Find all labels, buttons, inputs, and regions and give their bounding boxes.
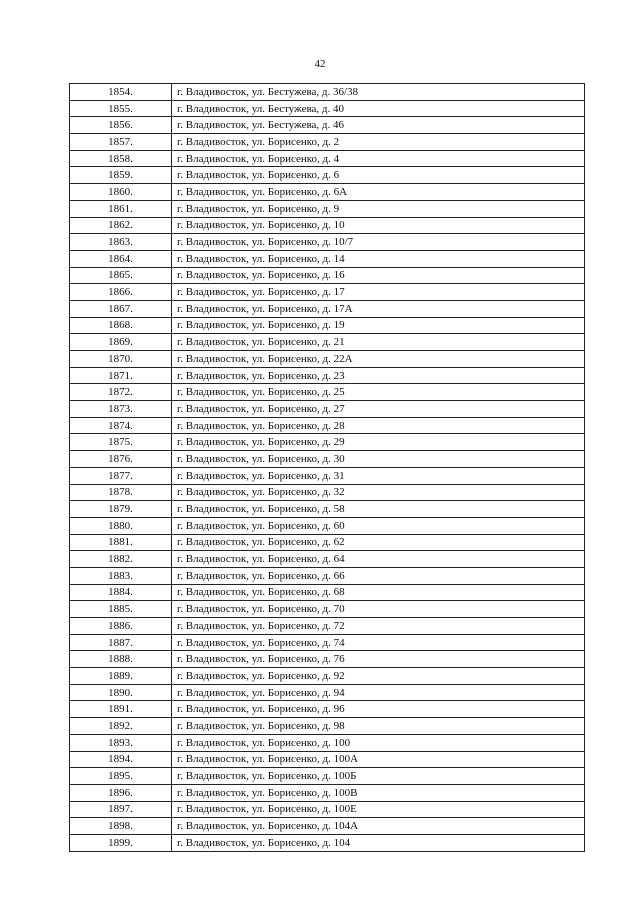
table-row <box>70 134 585 151</box>
row-number-cell: 1887. <box>70 634 172 651</box>
row-number-cell: 1864. <box>70 250 172 267</box>
row-number-cell: 1885. <box>70 601 172 618</box>
table-row <box>70 551 585 568</box>
table-row <box>70 434 585 451</box>
table-row <box>70 234 585 251</box>
row-number-cell: 1892. <box>70 718 172 735</box>
address-cell: г. Владивосток, ул. Борисенко, д. 104А <box>172 818 585 835</box>
table-row <box>70 467 585 484</box>
table-row <box>70 167 585 184</box>
row-number-cell: 1876. <box>70 451 172 468</box>
table-row <box>70 734 585 751</box>
row-number-cell: 1897. <box>70 801 172 818</box>
address-cell: г. Владивосток, ул. Борисенко, д. 21 <box>172 334 585 351</box>
row-number-cell: 1867. <box>70 300 172 317</box>
row-number-cell: 1874. <box>70 417 172 434</box>
table-row <box>70 351 585 368</box>
row-number-cell: 1888. <box>70 651 172 668</box>
table-row <box>70 250 585 267</box>
row-number-cell: 1894. <box>70 751 172 768</box>
address-cell: г. Владивосток, ул. Борисенко, д. 17А <box>172 300 585 317</box>
address-cell: г. Владивосток, ул. Борисенко, д. 23 <box>172 367 585 384</box>
table-row <box>70 584 585 601</box>
table-row <box>70 534 585 551</box>
row-number-cell: 1858. <box>70 150 172 167</box>
row-number-cell: 1879. <box>70 501 172 518</box>
table-row <box>70 618 585 635</box>
address-cell: г. Владивосток, ул. Борисенко, д. 58 <box>172 501 585 518</box>
address-cell: г. Владивосток, ул. Борисенко, д. 98 <box>172 718 585 735</box>
address-cell: г. Владивосток, ул. Бестужева, д. 46 <box>172 117 585 134</box>
table-row <box>70 200 585 217</box>
row-number-cell: 1856. <box>70 117 172 134</box>
address-cell: г. Владивосток, ул. Борисенко, д. 25 <box>172 384 585 401</box>
address-cell: г. Владивосток, ул. Борисенко, д. 100В <box>172 784 585 801</box>
address-cell: г. Владивосток, ул. Борисенко, д. 96 <box>172 701 585 718</box>
address-cell: г. Владивосток, ул. Борисенко, д. 2 <box>172 134 585 151</box>
table-row <box>70 84 585 101</box>
table-row <box>70 668 585 685</box>
row-number-cell: 1865. <box>70 267 172 284</box>
row-number-cell: 1861. <box>70 200 172 217</box>
address-cell: г. Владивосток, ул. Борисенко, д. 32 <box>172 484 585 501</box>
row-number-cell: 1889. <box>70 668 172 685</box>
address-cell: г. Владивосток, ул. Борисенко, д. 100А <box>172 751 585 768</box>
row-number-cell: 1860. <box>70 184 172 201</box>
address-cell: г. Владивосток, ул. Борисенко, д. 70 <box>172 601 585 618</box>
table-row <box>70 684 585 701</box>
table-row <box>70 317 585 334</box>
address-cell: г. Владивосток, ул. Борисенко, д. 6 <box>172 167 585 184</box>
row-number-cell: 1875. <box>70 434 172 451</box>
table-row <box>70 501 585 518</box>
row-number-cell: 1857. <box>70 134 172 151</box>
address-cell: г. Владивосток, ул. Борисенко, д. 10/7 <box>172 234 585 251</box>
table-row <box>70 367 585 384</box>
table-row <box>70 784 585 801</box>
row-number-cell: 1896. <box>70 784 172 801</box>
table-row <box>70 718 585 735</box>
page-number: 42 <box>314 58 326 70</box>
row-number-cell: 1854. <box>70 84 172 101</box>
table-row <box>70 117 585 134</box>
address-table-body <box>70 84 585 852</box>
address-cell: г. Владивосток, ул. Борисенко, д. 92 <box>172 668 585 685</box>
table-row <box>70 818 585 835</box>
table-row <box>70 417 585 434</box>
row-number-cell: 1880. <box>70 517 172 534</box>
row-number-cell: 1863. <box>70 234 172 251</box>
row-number-cell: 1871. <box>70 367 172 384</box>
address-cell: г. Владивосток, ул. Борисенко, д. 62 <box>172 534 585 551</box>
table-row <box>70 768 585 785</box>
address-cell: г. Владивосток, ул. Борисенко, д. 30 <box>172 451 585 468</box>
address-table <box>69 83 585 852</box>
table-row <box>70 384 585 401</box>
row-number-cell: 1855. <box>70 100 172 117</box>
row-number-cell: 1868. <box>70 317 172 334</box>
table-row <box>70 834 585 851</box>
address-cell: г. Владивосток, ул. Борисенко, д. 76 <box>172 651 585 668</box>
address-cell: г. Владивосток, ул. Борисенко, д. 6А <box>172 184 585 201</box>
row-number-cell: 1859. <box>70 167 172 184</box>
table-row <box>70 300 585 317</box>
table-row <box>70 634 585 651</box>
row-number-cell: 1890. <box>70 684 172 701</box>
address-cell: г. Владивосток, ул. Борисенко, д. 100Е <box>172 801 585 818</box>
table-row <box>70 284 585 301</box>
table-row <box>70 517 585 534</box>
row-number-cell: 1884. <box>70 584 172 601</box>
row-number-cell: 1881. <box>70 534 172 551</box>
address-cell: г. Владивосток, ул. Борисенко, д. 100Б <box>172 768 585 785</box>
table-row <box>70 334 585 351</box>
table-row <box>70 267 585 284</box>
row-number-cell: 1873. <box>70 401 172 418</box>
row-number-cell: 1877. <box>70 467 172 484</box>
table-row <box>70 567 585 584</box>
address-cell: г. Владивосток, ул. Бестужева, д. 40 <box>172 100 585 117</box>
address-cell: г. Владивосток, ул. Борисенко, д. 19 <box>172 317 585 334</box>
address-cell: г. Владивосток, ул. Борисенко, д. 29 <box>172 434 585 451</box>
address-cell: г. Владивосток, ул. Борисенко, д. 4 <box>172 150 585 167</box>
address-cell: г. Владивосток, ул. Борисенко, д. 60 <box>172 517 585 534</box>
address-cell: г. Владивосток, ул. Борисенко, д. 66 <box>172 567 585 584</box>
address-cell: г. Владивосток, ул. Борисенко, д. 100 <box>172 734 585 751</box>
address-cell: г. Владивосток, ул. Борисенко, д. 72 <box>172 618 585 635</box>
row-number-cell: 1870. <box>70 351 172 368</box>
address-cell: г. Владивосток, ул. Борисенко, д. 9 <box>172 200 585 217</box>
table-row <box>70 100 585 117</box>
row-number-cell: 1886. <box>70 618 172 635</box>
address-cell: г. Владивосток, ул. Борисенко, д. 64 <box>172 551 585 568</box>
address-cell: г. Владивосток, ул. Борисенко, д. 16 <box>172 267 585 284</box>
row-number-cell: 1893. <box>70 734 172 751</box>
address-cell: г. Владивосток, ул. Борисенко, д. 68 <box>172 584 585 601</box>
row-number-cell: 1872. <box>70 384 172 401</box>
row-number-cell: 1862. <box>70 217 172 234</box>
row-number-cell: 1899. <box>70 834 172 851</box>
table-row <box>70 184 585 201</box>
table-row <box>70 401 585 418</box>
row-number-cell: 1882. <box>70 551 172 568</box>
address-cell: г. Владивосток, ул. Борисенко, д. 17 <box>172 284 585 301</box>
row-number-cell: 1866. <box>70 284 172 301</box>
table-row <box>70 217 585 234</box>
row-number-cell: 1869. <box>70 334 172 351</box>
table-row <box>70 484 585 501</box>
address-cell: г. Владивосток, ул. Борисенко, д. 104 <box>172 834 585 851</box>
row-number-cell: 1898. <box>70 818 172 835</box>
address-cell: г. Владивосток, ул. Борисенко, д. 94 <box>172 684 585 701</box>
address-cell: г. Владивосток, ул. Борисенко, д. 74 <box>172 634 585 651</box>
table-row <box>70 150 585 167</box>
row-number-cell: 1878. <box>70 484 172 501</box>
table-row <box>70 801 585 818</box>
address-cell: г. Владивосток, ул. Бестужева, д. 36/38 <box>172 84 585 101</box>
address-cell: г. Владивосток, ул. Борисенко, д. 27 <box>172 401 585 418</box>
table-row <box>70 701 585 718</box>
address-cell: г. Владивосток, ул. Борисенко, д. 31 <box>172 467 585 484</box>
address-cell: г. Владивосток, ул. Борисенко, д. 28 <box>172 417 585 434</box>
row-number-cell: 1883. <box>70 567 172 584</box>
table-row <box>70 751 585 768</box>
address-cell: г. Владивосток, ул. Борисенко, д. 22А <box>172 351 585 368</box>
table-row <box>70 601 585 618</box>
address-cell: г. Владивосток, ул. Борисенко, д. 10 <box>172 217 585 234</box>
row-number-cell: 1891. <box>70 701 172 718</box>
address-cell: г. Владивосток, ул. Борисенко, д. 14 <box>172 250 585 267</box>
table-row <box>70 651 585 668</box>
table-row <box>70 451 585 468</box>
row-number-cell: 1895. <box>70 768 172 785</box>
